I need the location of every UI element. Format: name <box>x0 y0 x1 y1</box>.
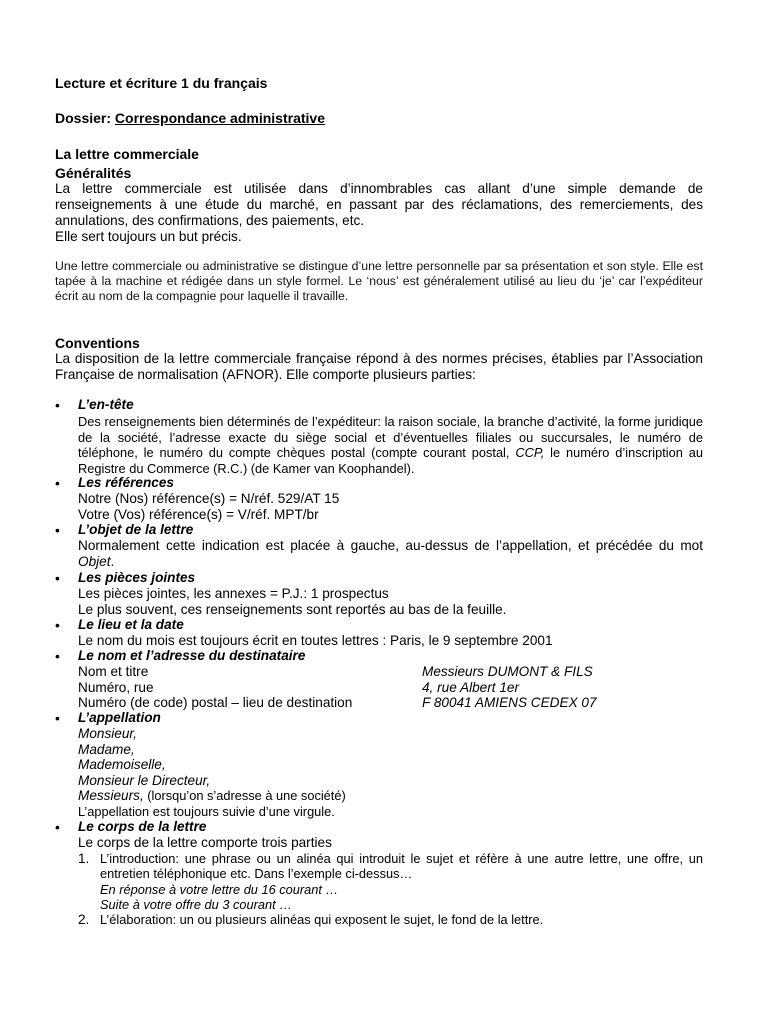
objet-title: L’objet de la lettre <box>78 522 194 537</box>
section-title: La lettre commerciale <box>55 146 199 162</box>
objet-text-end: . <box>110 553 115 569</box>
entete-text-b: le numéro d’inscription au Registre du Commerce (R.C.) (de Kamer van Koophandel). <box>78 445 703 476</box>
address-value: Messieurs DUMONT & FILS <box>422 664 593 679</box>
address-label: Nom et titre <box>78 664 149 679</box>
corps-item-introduction <box>78 851 703 882</box>
generalites-paragraph: La lettre commerciale est utilisée dans d’innombrables cas allant d’une simple demande de renseignements à une étude du marché, en passant par des réclamations, des remerciements, des annulations, des confirmations, des paiements, etc. <box>55 181 703 228</box>
address-row <box>78 695 703 711</box>
item-number: 1. <box>78 850 90 866</box>
corps-example-1: En réponse à votre lettre du 16 courant … <box>100 881 339 897</box>
objet-word: Objet <box>78 553 111 569</box>
destinataire-table <box>78 664 703 711</box>
corps-item-text: L’élaboration: un ou plusieurs alinéas qui exposent le sujet, le fond de la lettre. <box>100 911 544 927</box>
bullet: • <box>55 648 60 664</box>
entete-ccp: CCP, <box>515 445 551 460</box>
corps-title: Le corps de la lettre <box>78 819 207 834</box>
dossier-topic: Correspondance administrative <box>114 110 325 126</box>
entete-text-a: Des renseignements bien déterminés de l’expéditeur: la raison sociale, la branche d’activité, la forme juridique de la société, l’adresse exacte du siège social et d’éventuelles filiales ou succursales, le numéro de téléphone, le numéro du compte chèques postal (compte courant postal, <box>78 414 703 460</box>
lieu-body <box>78 633 703 649</box>
bullet: • <box>55 522 60 538</box>
pieces-body <box>78 586 703 617</box>
bullet: • <box>55 617 60 633</box>
generalites-distinction: Une lettre commerciale ou administrative se distingue d’une lettre personnelle par sa présentation et son style. Elle est tapée à la machine et rédigée dans un style formel. Le ‘nous’ est généralement utilisé au lieu du ‘je’ car l’expéditeur écrit au nom de la compagnie pour laquelle il travaille. <box>55 259 703 303</box>
appellation-madame: Madame, <box>78 741 135 757</box>
appellation-title: L’appellation <box>78 710 161 725</box>
pieces-note: Le plus souvent, ces renseignements sont reportés au bas de la feuille. <box>78 601 507 617</box>
corps-intro: Le corps de la lettre comporte trois parties <box>78 835 332 850</box>
corps-item-elaboration <box>78 912 703 928</box>
objet-text <box>78 538 703 569</box>
appellation-rule: L’appellation est toujours suivie d’une virgule. <box>78 803 335 819</box>
pieces-annexes: Les pièces jointes, les annexes = P.J.: 1 prospectus <box>78 586 389 601</box>
references-ours: Notre (Nos) référence(s) = N/réf. 529/AT 15 <box>78 491 340 506</box>
bullet: • <box>55 397 60 413</box>
address-row <box>78 680 703 696</box>
item-number: 2. <box>78 911 90 927</box>
entete-text <box>78 414 703 476</box>
address-label: Numéro (de code) postal – lieu de destination <box>78 695 353 710</box>
bullet: • <box>55 819 60 835</box>
entete-title: L’en-tête <box>78 397 134 412</box>
course-title: Lecture et écriture 1 du français <box>55 75 268 91</box>
corps-body <box>78 835 703 927</box>
generalites-heading: Généralités <box>55 165 132 181</box>
appellation-mademoiselle: Mademoiselle, <box>78 757 166 772</box>
bullet: • <box>55 710 60 726</box>
objet-text-main: Normalement cette indication est placée à gauche, au-dessus de l’appellation, et précédée du mot <box>78 538 703 553</box>
dossier-heading <box>55 110 703 126</box>
address-value: 4, rue Albert 1er <box>422 679 519 695</box>
references-body <box>78 491 703 522</box>
bullet: • <box>55 570 60 586</box>
appellation-messieurs <box>78 788 703 804</box>
references-title: Les références <box>78 475 174 490</box>
corps-example-2: Suite à votre offre du 3 courant … <box>100 896 293 912</box>
dossier-label: Dossier: <box>55 110 115 126</box>
appellation-directeur: Monsieur le Directeur, <box>78 772 211 788</box>
lieu-title: Le lieu et la date <box>78 617 184 632</box>
pieces-title: Les pièces jointes <box>78 570 196 585</box>
bullet: • <box>55 475 60 491</box>
appellation-monsieur: Monsieur, <box>78 726 137 741</box>
address-row <box>78 664 703 680</box>
lieu-example: Le nom du mois est toujours écrit en toutes lettres : Paris, le 9 septembre 2001 <box>78 633 553 648</box>
appellation-body <box>78 726 703 819</box>
address-label: Numéro, rue <box>78 679 154 695</box>
appellation-messieurs-word: Messieurs, <box>78 788 144 803</box>
references-yours: Votre (Vos) référence(s) = V/réf. MPT/br <box>78 506 319 522</box>
generalites-purpose: Elle sert toujours un but précis. <box>55 229 242 244</box>
conventions-heading: Conventions <box>55 335 140 351</box>
address-value: F 80041 AMIENS CEDEX 07 <box>422 695 597 710</box>
conventions-intro: La disposition de la lettre commerciale française répond à des normes précises, établies par l’Association Française de normalisation (AFNOR). Elle comporte plusieurs parties: <box>55 351 703 382</box>
appellation-messieurs-note: (lorsqu’on s’adresse à une société) <box>143 788 346 803</box>
corps-item-text: L’introduction: une phrase ou un alinéa qui introduit le sujet et réfère à une autre lettre, une offre, un entretien téléphonique etc. Dans l’exemple ci-dessus… <box>100 850 703 881</box>
destinataire-title: Le nom et l’adresse du destinataire <box>78 648 306 663</box>
